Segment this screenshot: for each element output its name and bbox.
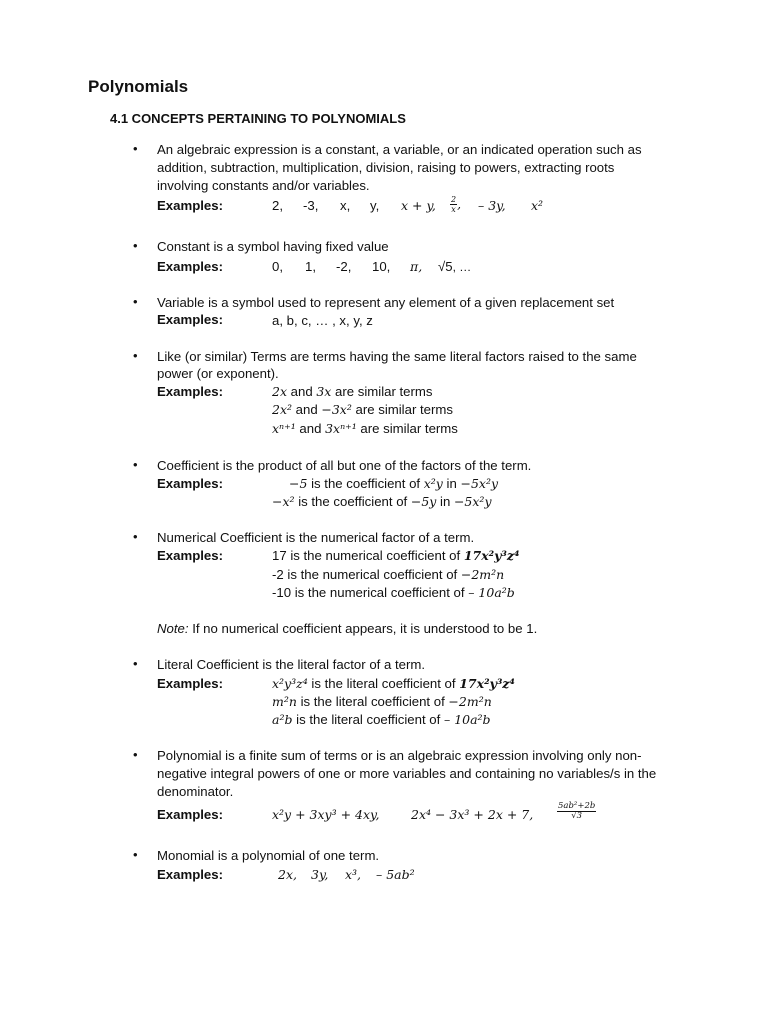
note-text: If no numerical coefficient appears, it is understood to be 1. [188,621,538,636]
definition-line: power (or exponent). [157,366,279,381]
example-item: π, [410,259,423,274]
definition-line: Literal Coefficient is the literal factor of a term. [157,657,426,672]
math-term: −5x²y [453,494,492,509]
bullet-icon: • [133,141,138,156]
example-text: -10 is the numerical coefficient of [272,585,469,600]
math-term: x²y [423,476,443,491]
example-sqrt: √5 [438,259,453,274]
definition-line: Constant is a symbol having fixed value [157,239,389,254]
bullet-icon: • [133,294,138,309]
math-term: −5x²y [460,476,499,491]
example-separator: , [457,196,462,212]
bullet-icon: • [133,847,138,862]
example-text: 17 is the numerical coefficient of [272,548,464,563]
math-term: – 10a²b [443,712,491,727]
definition-line: Monomial is a polynomial of one term. [157,848,380,863]
example-row [272,383,433,401]
math-term: −x² [272,494,295,509]
example-item: -3, [303,198,319,213]
example-item: – 3y, [478,198,506,213]
definition-line: addition, subtraction, multiplication, division, raising to powers, extracting roots [157,160,615,175]
example-text: are similar terms [331,384,433,399]
example-row [272,675,515,693]
math-term: −3x² [321,402,352,417]
example-row [272,584,515,602]
example-fraction [557,802,596,821]
note-label: Note: [157,621,189,636]
example-row [289,475,498,493]
example-text: in [442,476,461,491]
math-term: 2x [272,384,288,399]
example-item: 2, [272,198,283,213]
bullet-icon: • [133,747,138,762]
example-text: is the literal coefficient of [307,676,460,691]
math-term: 3xⁿ⁺¹ [325,421,357,436]
examples-label: Examples: [157,198,223,213]
example-ellipsis: , … [452,260,472,274]
note [157,620,537,638]
example-item: 3y, [311,867,329,882]
math-term: −5 [289,476,308,491]
example-text: are similar terms [351,402,453,417]
math-term: 3x [316,384,332,399]
example-text: and [287,384,317,399]
definition-line: denominator. [157,784,234,799]
math-term: −2m²n [448,694,492,709]
example-row [272,493,492,511]
definition-line: involving constants and/or variables. [157,178,370,193]
example-row [272,566,504,584]
bullet-icon: • [133,238,138,253]
example-item [438,258,471,276]
example-item: a, b, c, … , x, y, z [272,313,373,328]
example-row [272,401,453,419]
definition-line: Polynomial is a finite sum of terms or is an algebraic expression involving only non- [157,748,642,763]
definition-line: negative integral powers of one or more variables and containing no variables/s in the [157,766,657,781]
example-item: 2x⁴ − 3x³ + 2x + 7, [411,807,534,822]
page-title: Polynomials [88,77,189,96]
fraction-denominator: √3 [571,811,583,821]
example-fraction [450,195,461,214]
definition-line: Numerical Coefficient is the numerical factor of a term. [157,530,475,545]
example-item: x² [531,198,544,213]
definition-line: Coefficient is the product of all but one of the factors of the term. [157,458,532,473]
example-item: y, [370,198,380,213]
examples-label: Examples: [157,807,223,822]
example-item: 0, [272,259,283,274]
example-text: is the literal coefficient of [296,694,449,709]
math-term: x²y³z⁴ [272,676,308,691]
definition-line: An algebraic expression is a constant, a variable, or an indicated operation such as [157,142,642,157]
math-term: −2m²n [460,567,505,582]
example-row [272,711,491,729]
example-row [272,547,519,565]
examples-label: Examples: [157,548,223,563]
bullet-icon: • [133,348,138,363]
example-text: and [295,421,326,436]
math-term: – 10a²b [468,585,515,600]
examples-label: Examples: [157,259,223,274]
example-text: is the literal coefficient of [292,712,444,727]
example-text: is the coefficient of [307,476,424,491]
fraction-denominator: x [451,205,456,214]
example-text: in [436,494,454,509]
examples-label: Examples: [157,867,223,882]
example-text: -2 is the numerical coefficient of [272,567,461,582]
example-item: x³, [345,867,362,882]
bullet-icon: • [133,529,138,544]
example-item: -2, [336,259,352,274]
math-term: 17x²y³z⁴ [459,676,515,691]
example-item: 1, [305,259,316,274]
bullet-icon: • [133,656,138,671]
math-term: m²n [272,694,297,709]
example-item: 2x, [278,867,297,882]
definition-line: Variable is a symbol used to represent any element of a given replacement set [157,295,615,310]
example-item: x + y, [401,198,436,213]
section-heading: 4.1 CONCEPTS PERTAINING TO POLYNOMIALS [110,111,406,126]
math-term: a²b [272,712,293,727]
example-item: x, [340,198,351,213]
examples-label: Examples: [157,312,223,327]
example-item: – 5ab² [376,867,415,882]
example-row [272,420,458,438]
math-term: 2x² [272,402,293,417]
example-item: 10, [372,259,391,274]
example-text: is the coefficient of [294,494,411,509]
example-row [272,693,492,711]
fraction-numerator: 5ab²+2b [558,801,596,811]
examples-label: Examples: [157,676,223,691]
example-text: are similar terms [356,421,458,436]
examples-label: Examples: [157,476,223,491]
example-item: x²y + 3xy³ + 4xy, [272,807,380,822]
math-term: 17x²y³z⁴ [463,548,520,563]
bullet-icon: • [133,457,138,472]
math-term: −5y [410,494,437,509]
example-text: and [292,402,322,417]
definition-line: Like (or similar) Terms are terms having the same literal factors raised to the same [157,349,637,364]
fraction-numerator: 2 [451,195,457,204]
math-term: xⁿ⁺¹ [272,421,296,436]
examples-label: Examples: [157,384,223,399]
